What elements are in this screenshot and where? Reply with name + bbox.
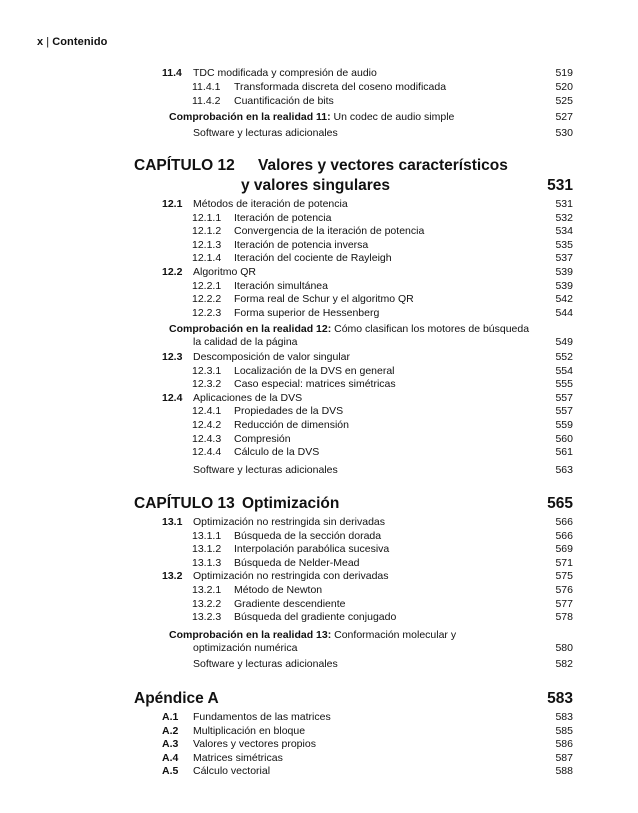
running-header	[37, 36, 107, 48]
entry-page: 554	[555, 364, 573, 377]
entry-page: 519	[555, 67, 573, 79]
entry-number: 13.2.2	[192, 597, 222, 610]
entry-title: Método de Newton	[234, 584, 323, 596]
entry-page: 559	[555, 419, 573, 431]
entry-page: 588	[555, 765, 573, 778]
entry-number: 12.3	[162, 351, 183, 363]
entry-page: 525	[555, 95, 573, 107]
entry-title: Interpolación parabólica sucesiva	[234, 543, 390, 556]
entry-title: Propiedades de la DVS	[234, 405, 344, 418]
entry-title: Iteración del cociente de Rayleigh	[234, 252, 392, 265]
entry-page: 527	[555, 111, 573, 123]
toc-entry	[0, 751, 638, 765]
entry-page: 557	[555, 391, 573, 404]
entry-page: 542	[555, 293, 573, 306]
entry-title: Optimización no restringida sin derivadas	[193, 516, 386, 528]
entry-title: Algoritmo QR	[193, 266, 257, 278]
entry-page: 537	[555, 252, 573, 265]
entry-title: Conformación molecular y	[331, 629, 457, 641]
entry-number: 11.4.2	[192, 95, 221, 107]
chapter-label: CAPÍTULO 13	[134, 495, 235, 512]
entry-page: 585	[555, 724, 573, 737]
entry-page: 531	[555, 198, 573, 210]
entry-title: Fundamentos de las matrices	[193, 711, 331, 723]
reality-check-entry	[0, 110, 638, 124]
reality-check-entry	[0, 322, 638, 336]
entry-number: A.1	[162, 711, 179, 723]
toc-entry	[0, 306, 638, 320]
entry-page: 560	[555, 432, 573, 445]
chapter-page: 531	[547, 177, 573, 194]
entry-title: Cómo clasifican los motores de búsqueda	[331, 323, 530, 335]
toc-entry	[0, 197, 638, 211]
entry-number: 12.3.1	[192, 364, 222, 377]
toc-entry	[0, 404, 638, 418]
chapter-page: 565	[547, 495, 573, 512]
chapter-label: CAPÍTULO 12	[134, 157, 235, 174]
entry-number: 12.4.4	[192, 446, 222, 459]
entry-number: 12.2.1	[192, 279, 222, 292]
toc-entry	[0, 350, 638, 364]
entry-number: 12.2.2	[192, 293, 222, 306]
appendix-label: Apéndice A	[134, 690, 219, 707]
entry-number: 13.1.1	[192, 529, 222, 542]
entry-number: 11.4.1	[192, 81, 221, 93]
entry-page: 539	[555, 279, 573, 292]
toc-entry	[0, 265, 638, 279]
reality-check-entry	[0, 628, 638, 642]
reality-check-label: Comprobación en la realidad 11:	[169, 111, 331, 123]
toc-entry	[0, 737, 638, 751]
software-entry	[0, 657, 638, 671]
entry-page: 552	[555, 351, 573, 363]
entry-number: 13.2.3	[192, 611, 222, 624]
entry-page: 586	[555, 738, 573, 751]
entry-title: Optimización no restringida con derivadas	[193, 570, 389, 583]
entry-page: 544	[555, 306, 573, 319]
entry-title: Gradiente descendiente	[234, 597, 346, 610]
entry-number: A.4	[162, 751, 179, 764]
toc-entry	[0, 292, 638, 306]
entry-title: Valores y vectores propios	[193, 738, 316, 751]
entry-number: 13.2.1	[192, 584, 222, 596]
toc-entry	[0, 418, 638, 432]
entry-page: 582	[555, 658, 573, 670]
entry-number: 12.2.3	[192, 306, 222, 319]
entry-title: Software y lecturas adicionales	[193, 127, 338, 139]
entry-title: Descomposición de valor singular	[193, 351, 350, 363]
entry-page: 587	[555, 751, 573, 764]
entry-number: 12.4.2	[192, 419, 222, 431]
entry-page: 532	[555, 211, 573, 224]
entry-page: 535	[555, 238, 573, 251]
entry-title: Iteración simultánea	[234, 279, 328, 292]
entry-title: Multiplicación en bloque	[193, 724, 306, 737]
entry-number: 12.1.4	[192, 252, 222, 265]
entry-title: Aplicaciones de la DVS	[193, 391, 303, 404]
entry-title: Matrices simétricas	[193, 751, 283, 764]
entry-page: 571	[555, 556, 573, 569]
toc-entry	[0, 724, 638, 738]
reality-check-label: Comprobación en la realidad 13:	[169, 629, 332, 641]
toc-entry	[0, 80, 638, 94]
entry-title: Cálculo vectorial	[193, 765, 271, 778]
toc-entry	[0, 569, 638, 583]
entry-page: 578	[555, 611, 573, 624]
toc-entry	[0, 710, 638, 724]
chapter-title: Valores y vectores característicos	[258, 157, 508, 174]
entry-number: 12.4.3	[192, 432, 222, 445]
chapter-title: y valores singulares	[241, 177, 391, 194]
entry-page: 563	[555, 464, 573, 476]
entry-number: A.3	[162, 738, 179, 751]
entry-title: Forma superior de Hessenberg	[234, 306, 380, 319]
toc-entry	[0, 364, 638, 378]
reality-check-label: Comprobación en la realidad 12:	[169, 323, 332, 335]
entry-number: 12.1.2	[192, 225, 222, 238]
entry-page: 566	[555, 516, 573, 528]
entry-title: Reducción de dimensión	[234, 419, 349, 431]
entry-number: 12.1	[162, 198, 183, 210]
entry-page: 549	[555, 336, 573, 348]
entry-number: 13.1	[162, 516, 183, 528]
entry-page: 583	[555, 711, 573, 723]
entry-page: 569	[555, 543, 573, 556]
toc-entry	[0, 66, 638, 80]
chapter-heading	[0, 494, 638, 514]
entry-title: Software y lecturas adicionales	[193, 658, 338, 670]
entry-title: la calidad de la página	[193, 336, 298, 348]
appendix-page: 583	[547, 690, 573, 707]
toc-entry	[0, 515, 638, 529]
entry-page: 577	[555, 597, 573, 610]
toc-entry	[0, 279, 638, 293]
entry-number: 12.3.2	[192, 378, 222, 391]
toc-entry	[0, 377, 638, 391]
entry-title: Transformada discreta del coseno modificada	[234, 81, 447, 93]
entry-page: 575	[555, 570, 573, 583]
entry-title: Iteración de potencia inversa	[234, 238, 369, 251]
entry-title: Forma real de Schur y el algoritmo QR	[234, 293, 414, 306]
header-separator: |	[46, 36, 50, 48]
entry-title: Convergencia de la iteración de potencia	[234, 225, 425, 238]
entry-number: A.2	[162, 724, 179, 737]
entry-page: 557	[555, 405, 573, 418]
toc-entry	[0, 251, 638, 265]
software-entry	[0, 463, 638, 477]
entry-number: 13.2	[162, 570, 183, 583]
entry-page: 580	[555, 642, 573, 654]
entry-number: 12.4	[162, 391, 183, 404]
entry-title: Compresión	[234, 432, 291, 445]
toc-entry	[0, 529, 638, 543]
page-numeral: x	[37, 36, 44, 48]
entry-page: 555	[555, 378, 573, 391]
toc-entry	[0, 94, 638, 108]
entry-page: 539	[555, 266, 573, 278]
entry-number: 12.1.1	[192, 211, 222, 224]
toc-entry	[0, 432, 638, 446]
entry-number: 13.1.2	[192, 543, 222, 556]
header-section: Contenido	[52, 36, 108, 48]
entry-title: Búsqueda del gradiente conjugado	[234, 611, 397, 624]
entry-title: TDC modificada y compresión de audio	[193, 67, 377, 79]
entry-number: 11.4	[162, 67, 182, 79]
chapter-heading-line2	[0, 176, 638, 196]
entry-title: Métodos de iteración de potencia	[193, 198, 348, 210]
toc-entry	[0, 391, 638, 405]
software-entry	[0, 126, 638, 140]
entry-page: 561	[555, 446, 573, 459]
entry-title: Localización de la DVS en general	[234, 364, 395, 377]
entry-page: 520	[555, 81, 573, 93]
entry-title: optimización numérica	[193, 642, 298, 654]
entry-title: Búsqueda de Nelder-Mead	[234, 556, 360, 569]
entry-page: 530	[555, 127, 573, 139]
toc-entry	[0, 238, 638, 252]
entry-title: Caso especial: matrices simétricas	[234, 378, 396, 391]
entry-page: 566	[555, 529, 573, 542]
entry-page: 576	[555, 584, 573, 596]
entry-number: 12.1.3	[192, 238, 222, 251]
entry-number: 12.4.1	[192, 405, 222, 418]
appendix-heading	[0, 689, 638, 709]
entry-title: Cálculo de la DVS	[234, 446, 320, 459]
reality-check-entry-line2	[0, 641, 638, 655]
toc-entry	[0, 224, 638, 238]
entry-number: 13.1.3	[192, 556, 222, 569]
toc-entry	[0, 445, 638, 459]
reality-check-entry-line2	[0, 335, 638, 349]
toc-entry	[0, 542, 638, 556]
entry-title: Software y lecturas adicionales	[193, 464, 338, 476]
toc-entry	[0, 211, 638, 225]
toc-entry	[0, 556, 638, 570]
entry-title: Iteración de potencia	[234, 211, 332, 224]
entry-number: 12.2	[162, 266, 183, 278]
toc-entry	[0, 610, 638, 624]
entry-number: A.5	[162, 765, 179, 778]
entry-page: 534	[555, 225, 573, 238]
toc-entry	[0, 764, 638, 778]
entry-title: Cuantificación de bits	[234, 95, 334, 107]
chapter-title: Optimización	[242, 495, 340, 512]
toc-entry	[0, 583, 638, 597]
toc-entry	[0, 597, 638, 611]
chapter-heading	[0, 156, 638, 176]
entry-title: Un codec de audio simple	[330, 111, 455, 123]
entry-title: Búsqueda de la sección dorada	[234, 529, 382, 542]
